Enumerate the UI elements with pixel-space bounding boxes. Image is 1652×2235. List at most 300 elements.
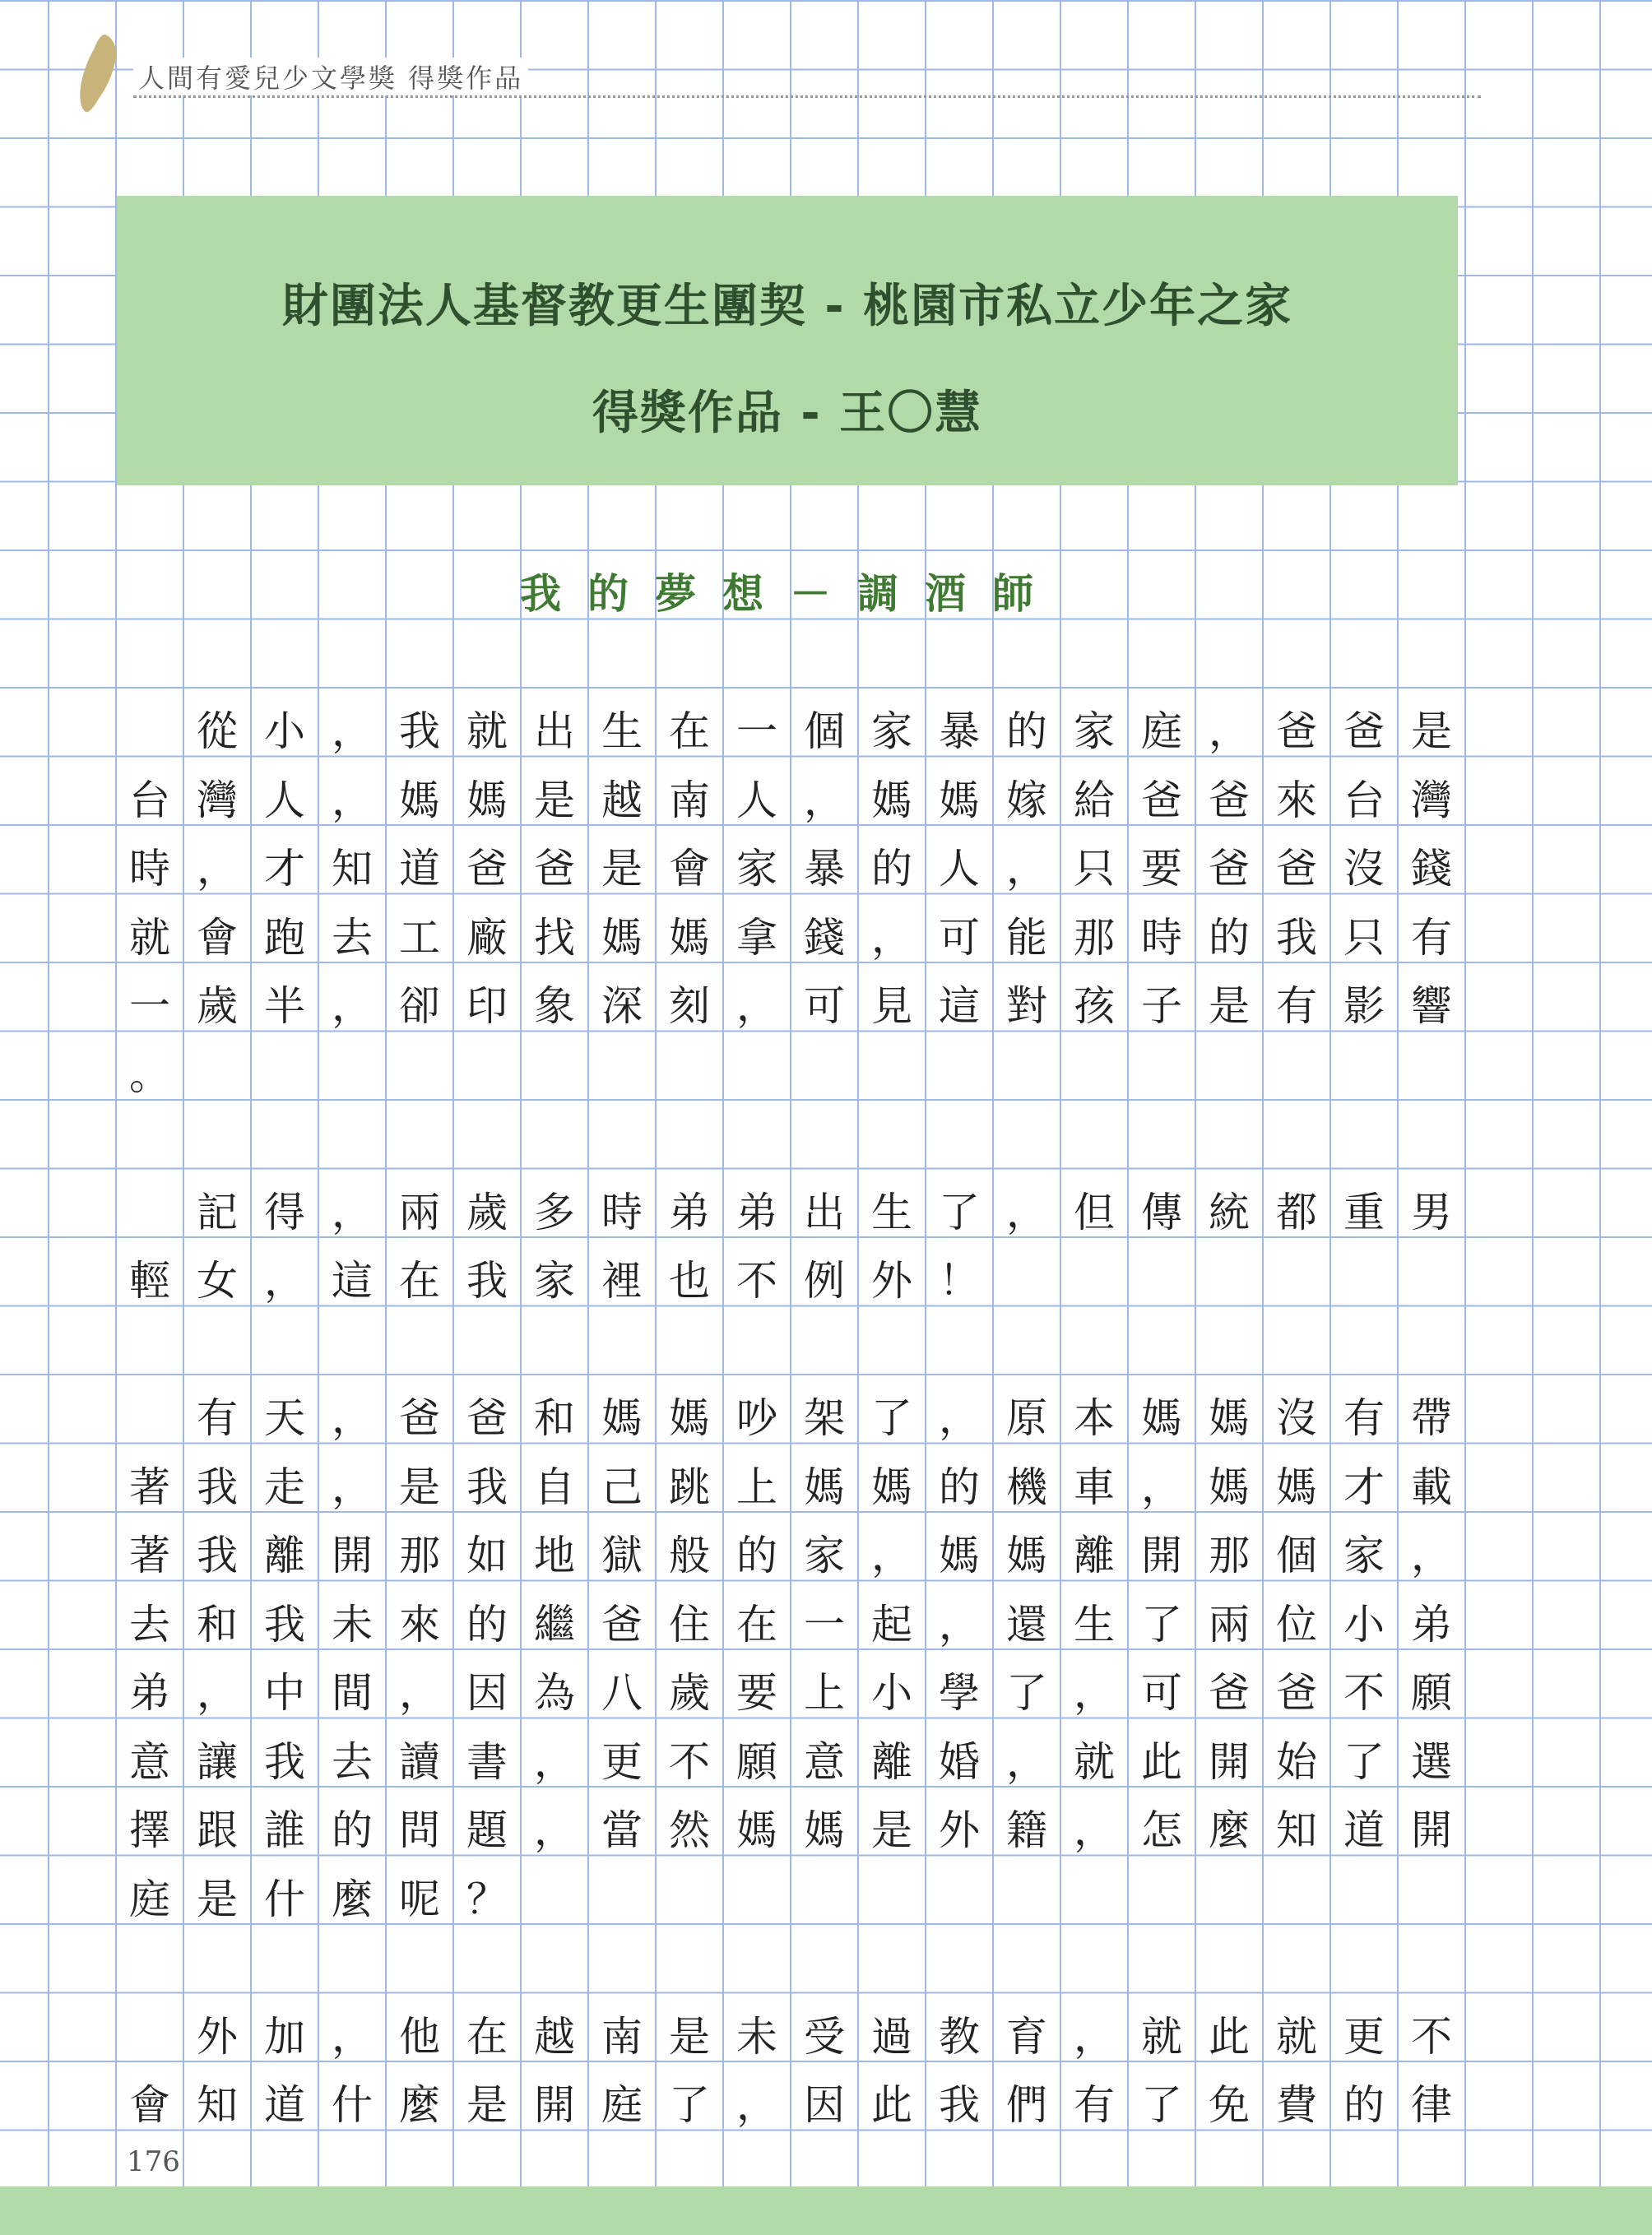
text-char: 在 [669,707,710,755]
text-char: 爸 [1343,707,1385,755]
text-char: ， [871,1532,912,1579]
text-char: 就 [1074,1737,1115,1786]
text-row [116,2071,1465,2140]
text-char: 兩 [399,1188,440,1236]
text-char: 讀 [399,1737,440,1786]
text-char: 免 [1209,2081,1250,2129]
text-char: 媽 [804,1463,845,1511]
text-char: 沒 [1343,845,1385,893]
text-char: 就 [466,707,508,755]
text-char: 有 [1074,2081,1115,2129]
text-char: 媽 [601,913,643,962]
text-char: 的 [736,1532,777,1579]
text-char: 不 [669,1737,710,1786]
text-char: 開 [1141,1532,1182,1579]
text-char: 個 [804,707,845,755]
text-char: 開 [1411,1806,1452,1854]
text-char: 拿 [736,913,777,962]
text-row [116,1866,1465,1935]
text-char: 歲 [197,982,238,1030]
text-row [116,2003,1465,2072]
text-char: 重 [1343,1188,1385,1236]
text-row [116,1247,1465,1316]
text-char: 深 [601,982,643,1030]
text-char: 開 [1209,1737,1250,1786]
text-char: 生 [1074,1600,1115,1648]
text-char: 才 [264,845,305,893]
text-char: 己 [601,1463,643,1511]
text-char: 時 [601,1188,643,1236]
text-char: 在 [399,1257,440,1305]
text-char: 爸 [1141,776,1182,824]
text-row [116,1110,1465,1179]
text-char: 架 [804,1394,845,1442]
text-char: 是 [871,1806,912,1854]
text-char: ， [1074,2012,1115,2061]
text-char: ， [197,1669,238,1717]
text-char: ， [1411,1532,1452,1579]
text-row [116,1728,1465,1797]
text-char: 輕 [129,1257,170,1305]
text-char: 弟 [669,1188,710,1236]
text-char: 在 [736,1600,777,1648]
text-char: 不 [736,1257,777,1305]
text-char: 半 [264,982,305,1030]
text-char: 庭 [601,2081,643,2129]
text-char: 人 [264,776,305,824]
text-char: 不 [1411,2012,1452,2061]
text-char: 媽 [1209,1394,1250,1442]
text-char: 為 [534,1669,575,1717]
text-char: 我 [466,1257,508,1305]
text-char: 麼 [332,1875,373,1923]
text-char: 此 [871,2081,912,2129]
text-char: 給 [1074,776,1115,824]
text-char: 著 [129,1532,170,1579]
text-char: 是 [1209,982,1250,1030]
header-title: 人間有愛兒少文學獎 得獎作品 [133,58,528,95]
text-char: 上 [736,1463,777,1511]
text-char: 機 [1006,1463,1047,1511]
text-char: 媽 [736,1806,777,1854]
banner-line-2: 得獎作品 - 王〇慧 [592,387,983,440]
text-char: 是 [466,2081,508,2129]
text-char: 媽 [939,776,980,824]
text-row [116,1384,1465,1454]
text-char: 媽 [1209,1463,1250,1511]
text-char: 一 [129,982,170,1030]
text-char: ， [399,1669,440,1717]
text-char: 外 [939,1806,980,1854]
text-char: 南 [601,2012,643,2061]
text-char: 就 [1276,2012,1317,2061]
text-char: 是 [1411,707,1452,755]
text-char: ， [1006,845,1047,893]
text-char: 們 [1006,2081,1047,2129]
text-char: 爸 [1276,1669,1317,1717]
text-row [116,972,1465,1041]
text-char: 歲 [669,1669,710,1717]
text-char: 媽 [1141,1394,1182,1442]
page-header [74,25,1481,115]
text-char: 書 [466,1737,508,1786]
text-char: 越 [601,776,643,824]
text-char: ， [1141,1463,1182,1511]
header-divider [133,95,1481,98]
text-char: 了 [1141,2081,1182,2129]
text-char: 什 [332,2081,373,2129]
text-char: 因 [804,2081,845,2129]
text-char: 刻 [669,982,710,1030]
text-row [116,1659,1465,1728]
text-char: 爸 [1209,776,1250,824]
text-row [116,1454,1465,1523]
text-char: 這 [939,982,980,1030]
text-char: 是 [669,2012,710,2061]
text-char: 記 [197,1188,238,1236]
text-char: ， [332,2012,373,2061]
text-char: 是 [399,1463,440,1511]
text-char: 爸 [1276,845,1317,893]
text-char: 來 [399,1600,440,1648]
text-char: 那 [1074,913,1115,962]
text-row [116,1041,1465,1111]
text-char: 會 [197,913,238,962]
text-char: 去 [332,1737,373,1786]
text-char: 南 [669,776,710,824]
text-char: 意 [129,1737,170,1786]
text-char: 我 [197,1463,238,1511]
text-char: 載 [1411,1463,1452,1511]
text-char: ， [1006,1737,1047,1786]
text-char: 卻 [399,982,440,1030]
text-char: 離 [1074,1532,1115,1579]
text-char: 願 [1411,1669,1452,1717]
text-char: 媽 [669,913,710,962]
text-char: 道 [1343,1806,1385,1854]
text-char: 呢 [399,1875,440,1923]
text-char: 未 [332,1600,373,1648]
text-char: 學 [939,1669,980,1717]
text-row [116,1591,1465,1660]
text-char: ， [939,1600,980,1648]
text-char: 灣 [197,776,238,824]
text-char: 要 [1141,845,1182,893]
text-char: 此 [1209,2012,1250,2061]
text-char: 位 [1276,1600,1317,1648]
text-char: 媽 [601,1394,643,1442]
text-char: 小 [264,707,305,755]
text-char: 媽 [399,776,440,824]
text-char: 媽 [466,776,508,824]
text-char: 歲 [466,1188,508,1236]
text-row [116,835,1465,904]
text-char: 家 [871,707,912,755]
text-char: 出 [804,1188,845,1236]
text-char: ， [332,982,373,1030]
text-char: 錢 [804,913,845,962]
text-char: 兩 [1209,1600,1250,1648]
text-char: 的 [939,1463,980,1511]
text-char: 本 [1074,1394,1115,1442]
text-char: ， [804,776,845,824]
text-char: 在 [466,2012,508,2061]
text-char: ， [332,707,373,755]
text-char: 沒 [1276,1394,1317,1442]
text-char: 著 [129,1463,170,1511]
text-char: 越 [534,2012,575,2061]
text-char: 知 [332,845,373,893]
page-number: 176 [127,2145,180,2178]
text-char: 律 [1411,2081,1452,2129]
text-char: 意 [804,1737,845,1786]
text-char: 小 [1343,1600,1385,1648]
text-char: 的 [466,1600,508,1648]
text-char: 印 [466,982,508,1030]
text-char: 更 [601,1737,643,1786]
text-char: 我 [1276,913,1317,962]
text-char: 道 [399,845,440,893]
text-char: 帶 [1411,1394,1452,1442]
text-char: 不 [1343,1669,1385,1717]
text-char: 有 [1411,913,1452,962]
text-char: 家 [736,845,777,893]
text-char: 開 [332,1532,373,1579]
text-char: 廠 [466,913,508,962]
text-char: 從 [197,707,238,755]
text-char: 爸 [1209,845,1250,893]
text-char: 的 [1343,2081,1385,2129]
text-char: 一 [804,1600,845,1648]
text-char: 個 [1276,1532,1317,1579]
text-char: 題 [466,1806,508,1854]
text-char: 了 [669,2081,710,2129]
text-char: 灣 [1411,776,1452,824]
text-char: 去 [129,1600,170,1648]
text-char: 媽 [939,1532,980,1579]
text-char: 吵 [736,1394,777,1442]
text-char: 影 [1343,982,1385,1030]
text-char: 外 [197,2012,238,2061]
text-char: ， [332,1463,373,1511]
text-char: 暴 [939,707,980,755]
text-char: 家 [1343,1532,1385,1579]
text-char: 更 [1343,2012,1385,2061]
text-char: 如 [466,1532,508,1579]
text-char: 般 [669,1532,710,1579]
text-char: 什 [264,1875,305,1923]
text-char: 都 [1276,1188,1317,1236]
text-row [116,904,1465,973]
text-char: 的 [871,845,912,893]
text-char: 統 [1209,1188,1250,1236]
text-char: 媽 [871,776,912,824]
text-char: 出 [534,707,575,755]
text-char: 天 [264,1394,305,1442]
text-char: 那 [399,1532,440,1579]
text-char: 離 [871,1737,912,1786]
text-char: 要 [736,1669,777,1717]
text-char: 然 [669,1806,710,1854]
text-char: 麼 [1209,1806,1250,1854]
text-char: 家 [534,1257,575,1305]
essay-title: 我的夢想－調酒師 [520,569,1060,618]
text-char: 才 [1343,1463,1385,1511]
text-char: ， [1209,707,1250,755]
text-char: 象 [534,982,575,1030]
text-char: 爸 [534,845,575,893]
text-char: 台 [1343,776,1385,824]
text-char: 這 [332,1257,373,1305]
text-char: 還 [1006,1600,1047,1648]
text-char: 讓 [197,1737,238,1786]
text-char: 當 [601,1806,643,1854]
text-char: 找 [534,913,575,962]
text-char: 了 [1006,1669,1047,1717]
text-char: 因 [466,1669,508,1717]
text-row [116,1316,1465,1385]
text-char: ， [264,1257,305,1305]
text-char: ， [1074,1806,1115,1854]
text-char: 原 [1006,1394,1047,1442]
text-char: 人 [736,776,777,824]
text-char: 爸 [1209,1669,1250,1717]
text-char: ， [736,982,777,1030]
text-char: 中 [264,1669,305,1717]
text-char: 生 [871,1188,912,1236]
text-char: 問 [399,1806,440,1854]
text-char: 多 [534,1188,575,1236]
text-char: 教 [939,2012,980,2061]
text-char: 弟 [1411,1600,1452,1648]
text-char: 爸 [466,845,508,893]
text-char: 家 [804,1532,845,1579]
text-char: 嫁 [1006,776,1047,824]
text-char: 願 [736,1737,777,1786]
text-char: 我 [264,1737,305,1786]
text-char: 時 [1141,913,1182,962]
text-char: 媽 [1006,1532,1047,1579]
text-char: 會 [129,2081,170,2129]
text-char: ， [534,1737,575,1786]
text-char: 有 [1276,982,1317,1030]
text-char: ， [871,913,912,962]
text-char: 時 [129,845,170,893]
text-char: 怎 [1141,1806,1182,1854]
text-char: 只 [1074,845,1115,893]
text-char: 我 [466,1463,508,1511]
text-char: 爸 [1276,707,1317,755]
text-char: 。 [129,1050,170,1099]
text-row [116,698,1465,767]
text-char: 跑 [264,913,305,962]
text-char: 我 [939,2081,980,2129]
text-char: 的 [1209,913,1250,962]
text-char: 的 [1006,707,1047,755]
text-char: 知 [1276,1806,1317,1854]
text-char: 了 [871,1394,912,1442]
text-char: 能 [1006,913,1047,962]
text-char: 跳 [669,1463,710,1511]
text-char: ， [939,1394,980,1442]
text-char: 一 [736,707,777,755]
text-char: ！ [939,1257,980,1305]
text-char: 車 [1074,1463,1115,1511]
text-char: 是 [601,845,643,893]
essay-body [116,698,1465,2140]
text-char: 家 [1074,707,1115,755]
banner-line-1: 財團法人基督教更生團契 - 桃園市私立少年之家 [281,280,1293,333]
text-char: 對 [1006,982,1047,1030]
text-char: 傳 [1141,1188,1182,1236]
text-char: 庭 [1141,707,1182,755]
text-char: 暴 [804,845,845,893]
text-char: 上 [804,1669,845,1717]
text-char: 的 [332,1806,373,1854]
text-char: 我 [399,707,440,755]
text-char: 會 [669,845,710,893]
text-char: 有 [197,1394,238,1442]
text-char: 裡 [601,1257,643,1305]
text-char: ， [1006,1188,1047,1236]
text-row [116,767,1465,836]
text-row [116,1934,1465,2003]
text-char: 是 [534,776,575,824]
text-char: 但 [1074,1188,1115,1236]
text-char: ， [332,1394,373,1442]
text-char: 那 [1209,1532,1250,1579]
text-char: 爸 [466,1394,508,1442]
text-char: 媽 [1276,1463,1317,1511]
text-char: 籍 [1006,1806,1047,1854]
text-char: 住 [669,1600,710,1648]
text-char: 可 [1141,1669,1182,1717]
text-char: 道 [264,2081,305,2129]
text-char: 了 [1141,1600,1182,1648]
text-char: 我 [264,1600,305,1648]
text-char: 弟 [736,1188,777,1236]
text-char: 外 [871,1257,912,1305]
text-char: 跟 [197,1806,238,1854]
text-char: 媽 [871,1463,912,1511]
text-char: 工 [399,913,440,962]
text-char: 始 [1276,1737,1317,1786]
text-char: 選 [1411,1737,1452,1786]
text-row [116,1179,1465,1248]
text-char: 有 [1343,1394,1385,1442]
text-char: 子 [1141,982,1182,1030]
text-char: 繼 [534,1600,575,1648]
text-char: 可 [939,913,980,962]
text-char: 小 [871,1669,912,1717]
text-char: 知 [197,2081,238,2129]
text-char: 此 [1141,1737,1182,1786]
text-char: 我 [197,1532,238,1579]
text-char: 育 [1006,2012,1047,2061]
text-char: 見 [871,982,912,1030]
text-char: 生 [601,707,643,755]
text-char: 男 [1411,1188,1452,1236]
text-row [116,1797,1465,1866]
text-char: 離 [264,1532,305,1579]
text-char: ， [534,1806,575,1854]
text-char: 和 [197,1600,238,1648]
text-char: 只 [1343,913,1385,962]
title-banner [117,196,1458,485]
text-char: 錢 [1411,845,1452,893]
text-char: 受 [804,2012,845,2061]
text-char: 來 [1276,776,1317,824]
